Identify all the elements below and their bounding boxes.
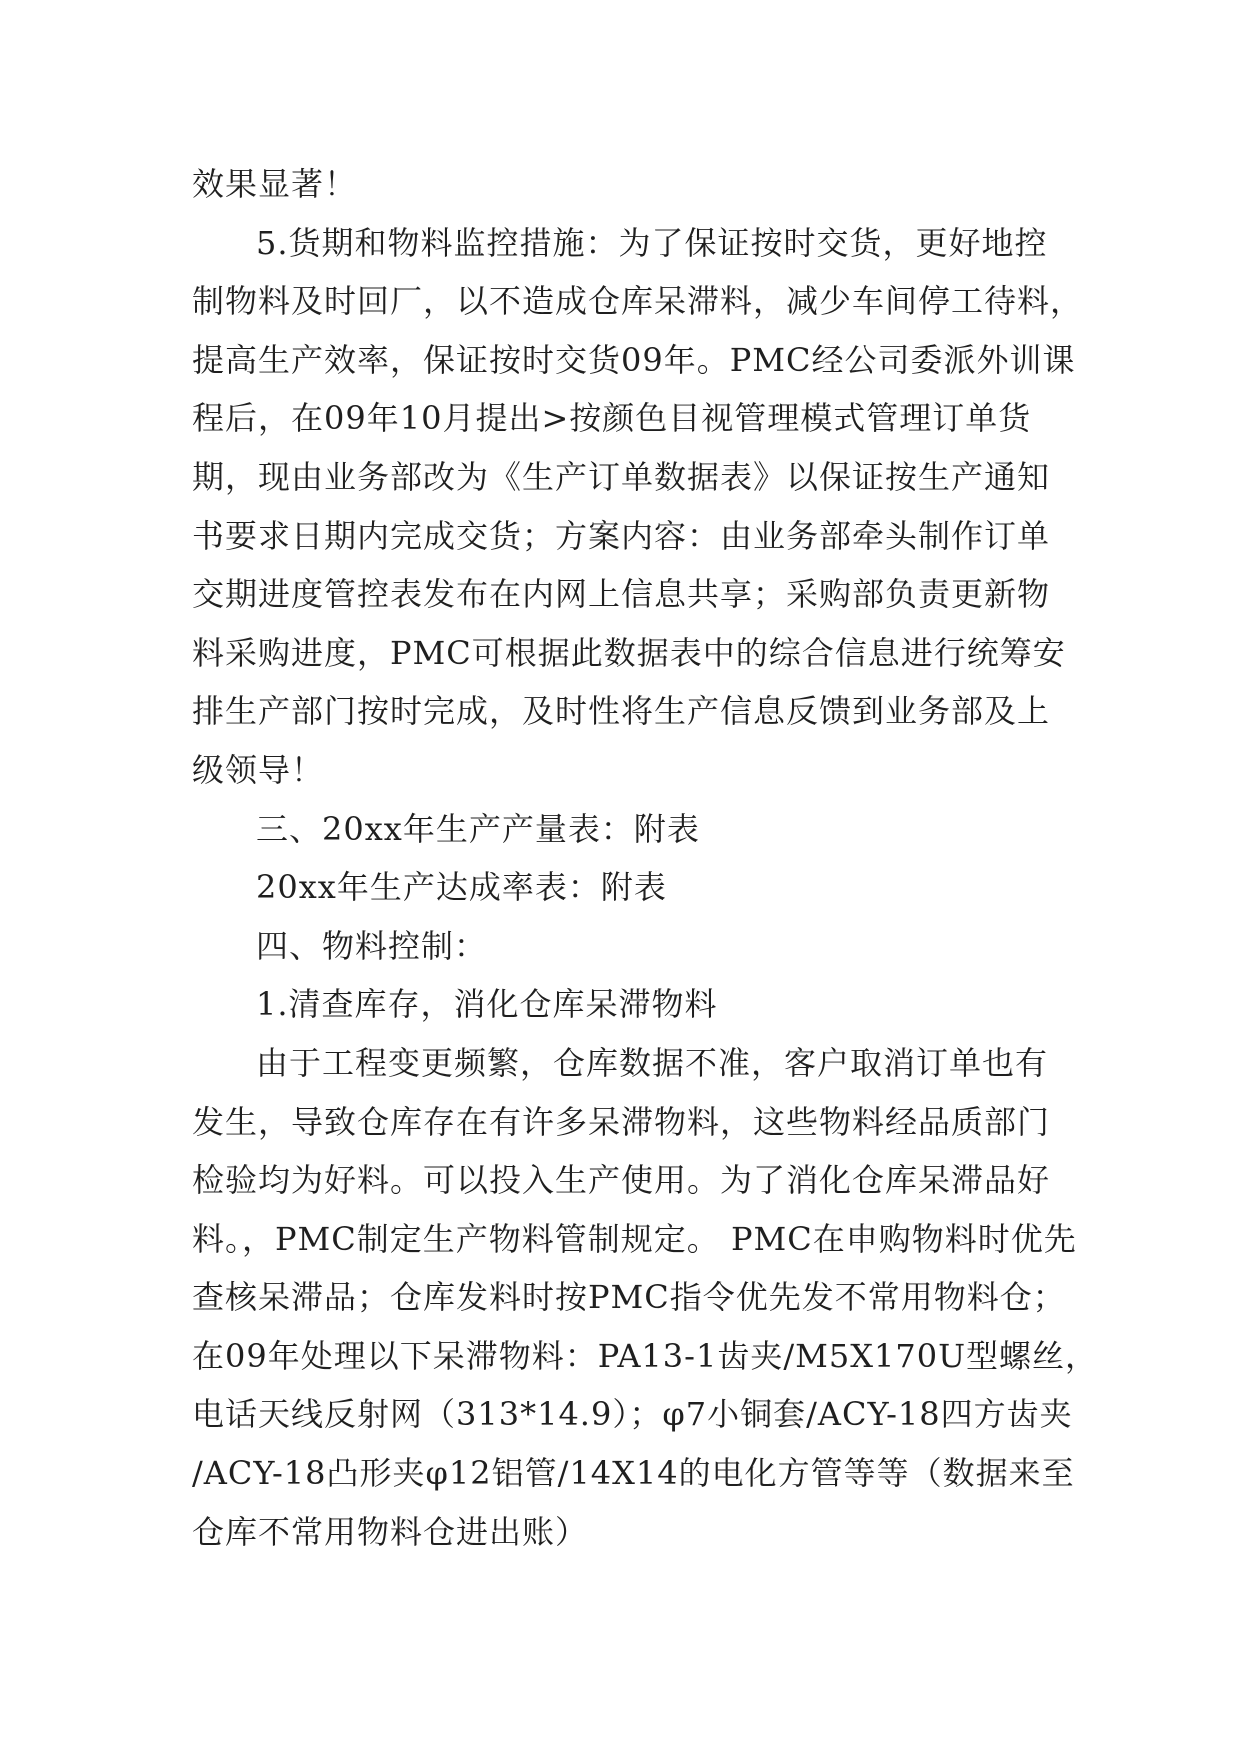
text-line: 在09年处理以下呆滞物料：PA13-1齿夹/M5X170U型螺丝， bbox=[192, 1336, 1099, 1375]
text-line: 期，现由业务部改为《生产订单数据表》以保证按生产通知 bbox=[192, 457, 1051, 496]
text-line: 查核呆滞品；仓库发料时按PMC指令优先发不常用物料仓； bbox=[192, 1278, 1066, 1317]
text-line: 由于工程变更频繁，仓库数据不准，客户取消订单也有 bbox=[256, 1043, 1049, 1082]
text-line: 料。，PMC制定生产物料管制规定。 PMC在申购物料时优先 bbox=[192, 1219, 1077, 1258]
text-line: 程后，在09年10月提出>按颜色目视管理模式管理订单货 bbox=[192, 399, 1032, 438]
section-heading: 三、20xx年生产产量表：附表 bbox=[256, 809, 700, 848]
text-line: 5.货期和物料监控措施：为了保证按时交货，更好地控 bbox=[256, 223, 1048, 262]
text-line: 电话天线反射网（313*14.9）；φ7小铜套/ACY-18四方齿夹 bbox=[192, 1395, 1073, 1434]
text-line: 20xx年生产达成率表：附表 bbox=[256, 868, 667, 907]
text-line: 检验均为好料。可以投入生产使用。为了消化仓库呆滞品好 bbox=[192, 1161, 1051, 1200]
text-line: /ACY-18凸形夹φ12铝管/14X14的电化方管等等（数据来至 bbox=[192, 1454, 1075, 1493]
text-line: 提高生产效率，保证按时交货09年。PMC经公司委派外训课 bbox=[192, 340, 1076, 379]
text-line: 排生产部门按时完成，及时性将生产信息反馈到业务部及上 bbox=[192, 692, 1051, 731]
document-body bbox=[192, 155, 1099, 1561]
subsection-heading: 1.清查库存，消化仓库呆滞物料 bbox=[256, 985, 718, 1024]
text-line: 书要求日期内完成交货；方案内容：由业务部牵头制作订单 bbox=[192, 516, 1051, 555]
text-line: 制物料及时回厂，以不造成仓库呆滞料，减少车间停工待料， bbox=[192, 282, 1084, 321]
text-line: 效果显著！ bbox=[192, 165, 358, 203]
text-line: 交期进度管控表发布在内网上信息共享；采购部负责更新物 bbox=[192, 575, 1051, 614]
text-line: 料采购进度，PMC可根据此数据表中的综合信息进行统筹安 bbox=[192, 633, 1066, 672]
text-line: 发生，导致仓库存在有许多呆滞物料，这些物料经品质部门 bbox=[192, 1102, 1051, 1141]
section-heading: 四、物料控制： bbox=[256, 926, 488, 965]
text-line: 级领导！ bbox=[192, 750, 325, 789]
text-line: 仓库不常用物料仓进出账） bbox=[192, 1512, 589, 1551]
